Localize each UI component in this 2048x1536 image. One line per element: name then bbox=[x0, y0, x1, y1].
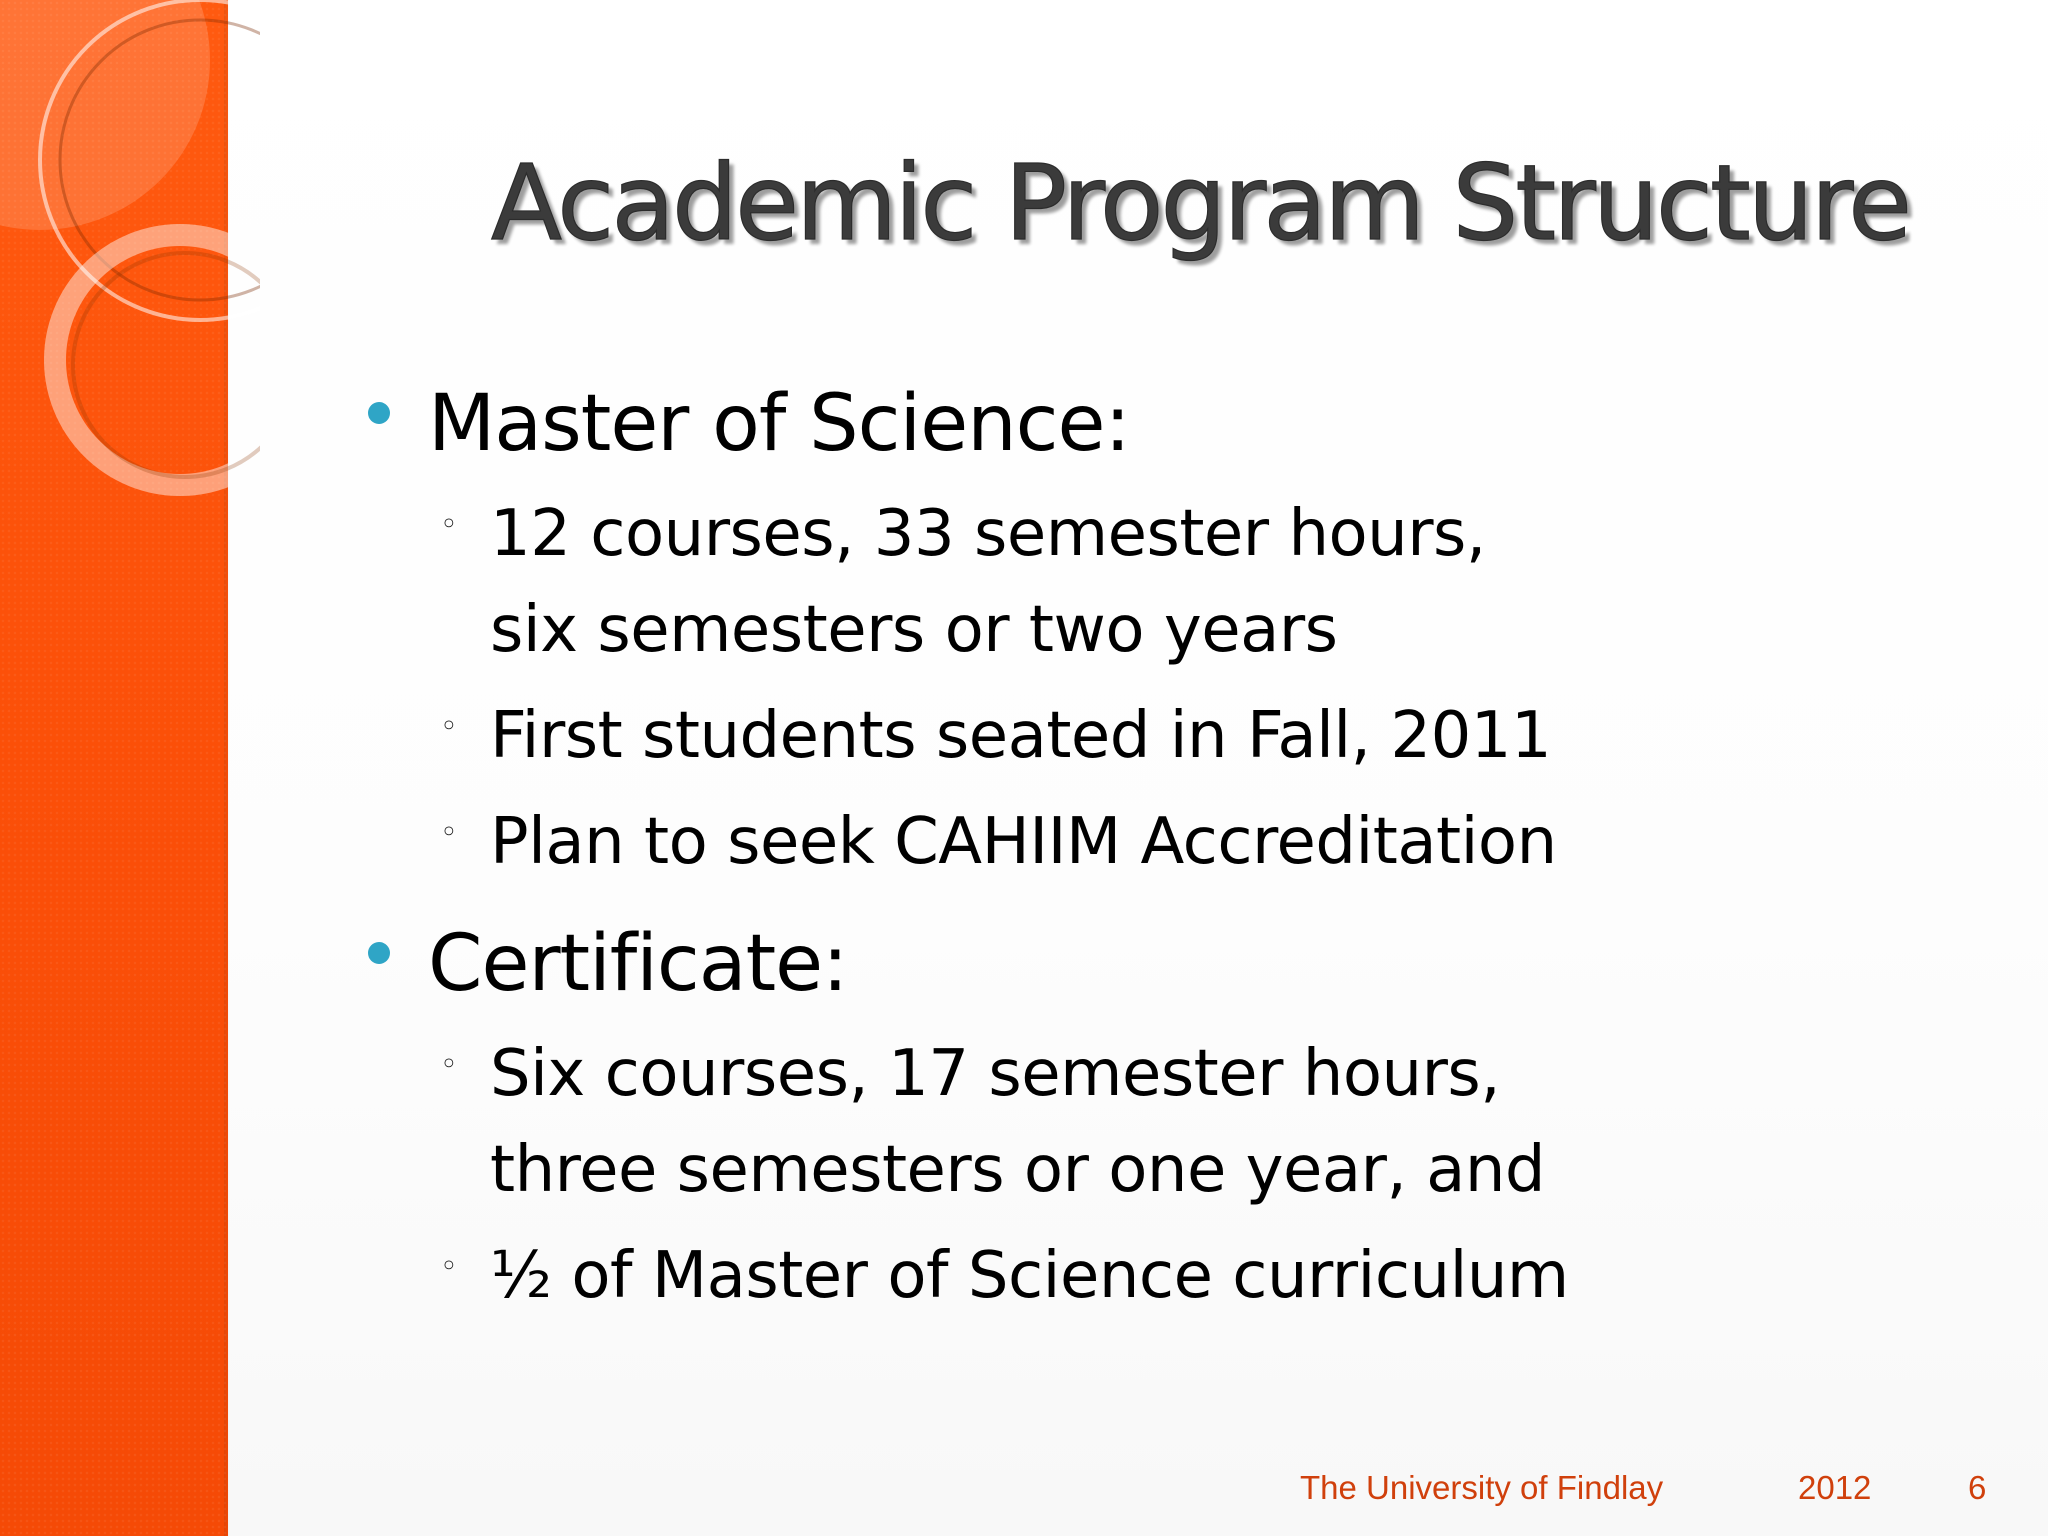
sub-bullet-line: Six courses, 17 semester hours, bbox=[490, 1037, 1501, 1111]
sub-bullet-ms-first-students bbox=[360, 688, 1860, 784]
footer-year: 2012 bbox=[1798, 1469, 1872, 1506]
sub-bullet-line: 12 courses, 33 semester hours, bbox=[490, 497, 1486, 571]
bullet-master-of-science bbox=[360, 372, 1860, 476]
sub-bullet-line: ½ of Master of Science curriculum bbox=[490, 1239, 1569, 1313]
slide-title: Academic Program Structure bbox=[490, 142, 1910, 264]
round-bullet-icon bbox=[368, 942, 390, 964]
slide-content bbox=[360, 350, 1860, 1324]
decor-circle-large-fill bbox=[0, 0, 210, 230]
decor-ring-lower bbox=[55, 235, 260, 485]
sub-bullet-cert-courses bbox=[360, 1026, 1860, 1218]
round-bullet-icon bbox=[368, 402, 390, 424]
hollow-bullet-icon: ◦ bbox=[440, 507, 458, 542]
sub-bullet-line: six semesters or two years bbox=[490, 593, 1338, 667]
sub-bullet-line: Plan to seek CAHIIM Accreditation bbox=[490, 805, 1557, 879]
sub-bullet-line: three semesters or one year, and bbox=[490, 1133, 1546, 1207]
footer-organization: The University of Findlay bbox=[1300, 1469, 1664, 1506]
bullet-label: Master of Science: bbox=[428, 379, 1130, 469]
bullet-certificate bbox=[360, 912, 1860, 1016]
bullet-label: Certificate: bbox=[428, 919, 848, 1009]
footer-page-number: 6 bbox=[1968, 1469, 1987, 1506]
sub-bullet-ms-accreditation bbox=[360, 794, 1860, 890]
sub-bullet-line: First students seated in Fall, 2011 bbox=[490, 699, 1552, 773]
hollow-bullet-icon: ◦ bbox=[440, 709, 458, 744]
hollow-bullet-icon: ◦ bbox=[440, 1249, 458, 1284]
sub-bullet-ms-courses bbox=[360, 486, 1860, 678]
hollow-bullet-icon: ◦ bbox=[440, 815, 458, 850]
decorative-circles bbox=[0, 0, 260, 520]
hollow-bullet-icon: ◦ bbox=[440, 1047, 458, 1082]
sub-bullet-cert-half bbox=[360, 1228, 1860, 1324]
